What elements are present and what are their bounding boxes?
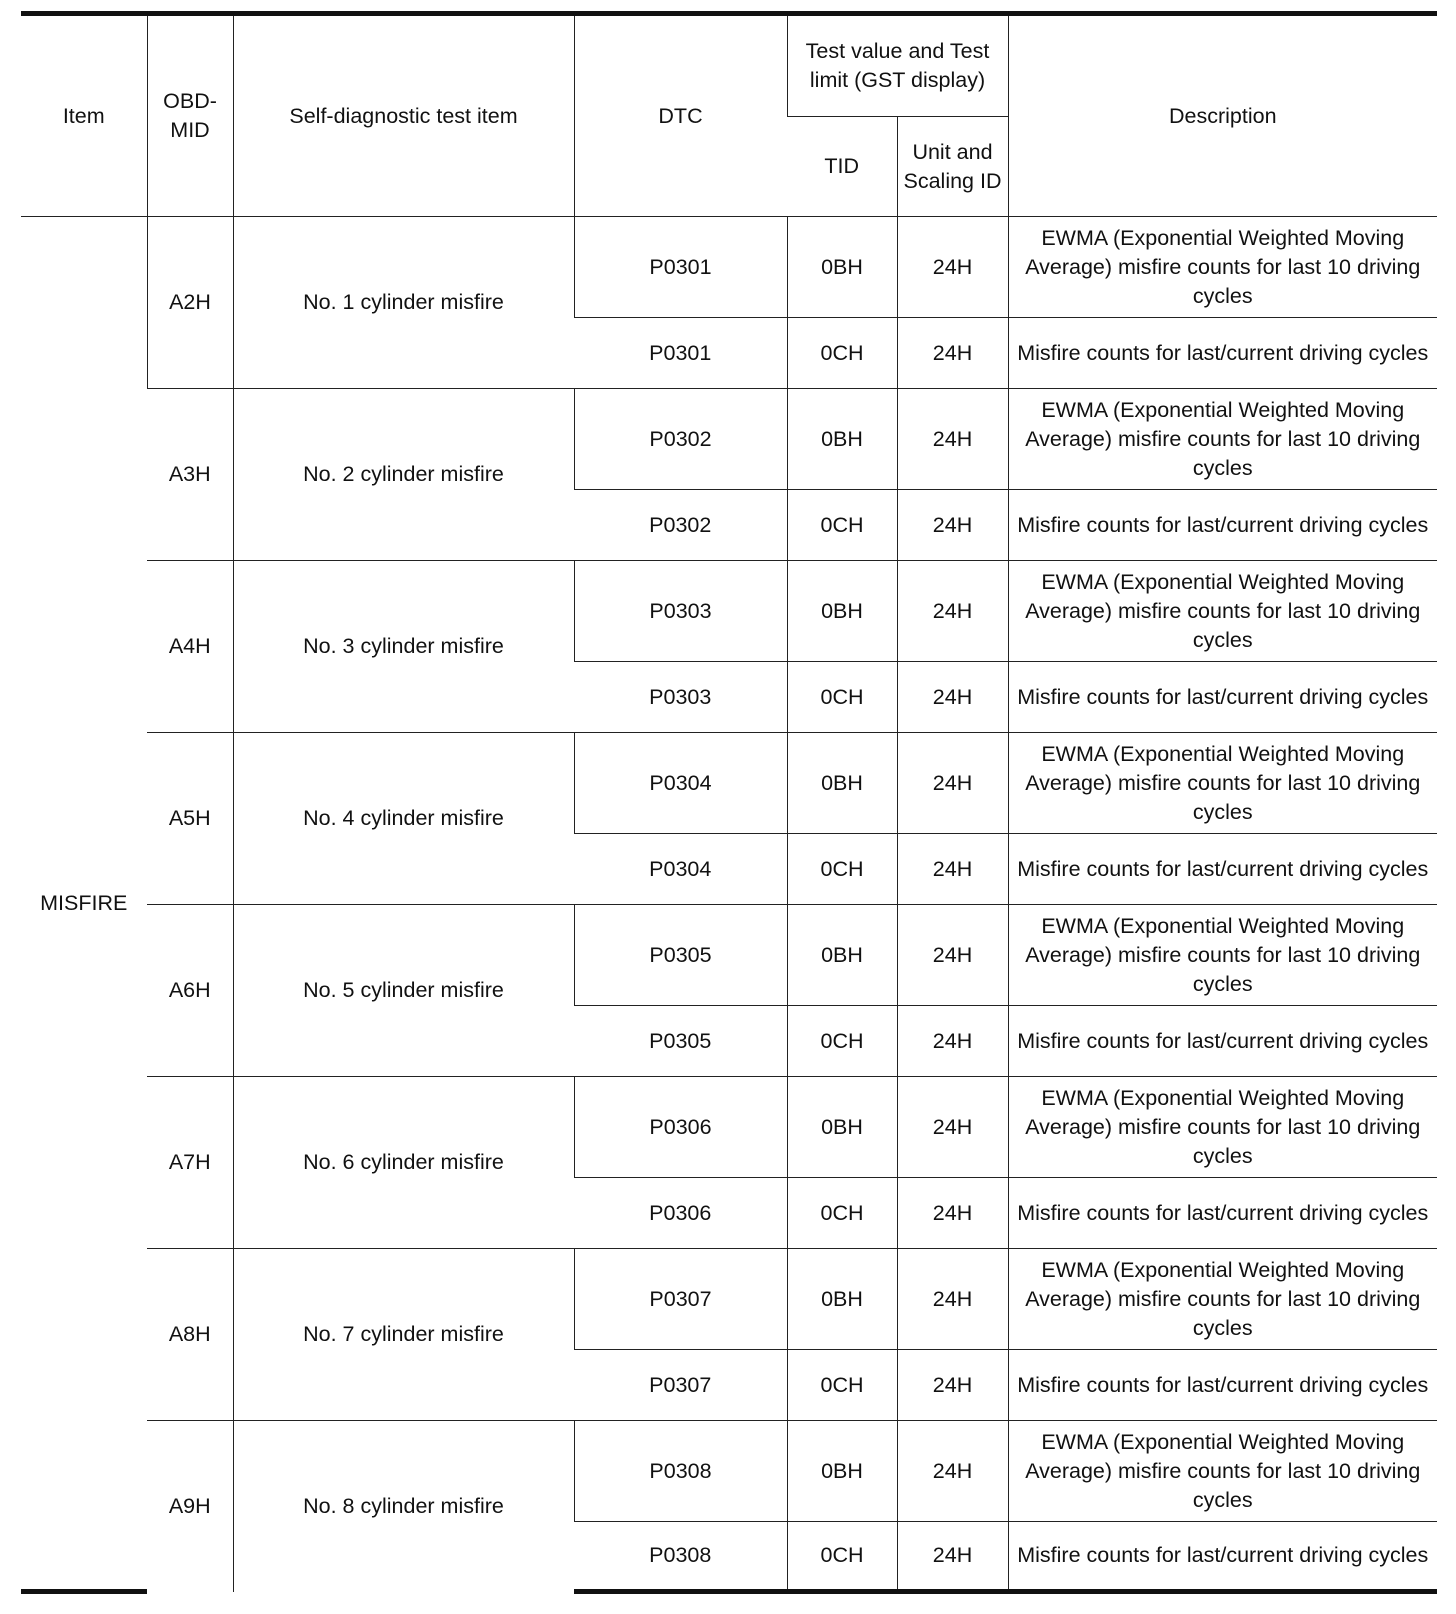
description-cell: Misfire counts for last/current driving cycles [1008,318,1437,389]
unit-scaling-cell: 24H [897,1350,1008,1421]
dtc-cell: P0302 [574,490,787,561]
description-cell: EWMA (Exponential Weighted Moving Average) misfire counts for last 10 driving cycles [1008,733,1437,834]
dtc-cell: P0306 [574,1178,787,1249]
tid-cell: 0CH [787,318,897,389]
unit-scaling-cell: 24H [897,217,1008,318]
dtc-cell: P0306 [574,1077,787,1178]
header-description: Description [1008,14,1437,217]
tid-cell: 0BH [787,561,897,662]
description-cell: Misfire counts for last/current driving cycles [1008,490,1437,561]
table-row [21,1249,1437,1350]
table-body [21,217,1437,1592]
unit-scaling-cell: 24H [897,834,1008,905]
tid-cell: 0BH [787,1249,897,1350]
dtc-cell: P0304 [574,733,787,834]
description-cell: Misfire counts for last/current driving cycles [1008,1522,1437,1592]
test-item-cell: No. 4 cylinder misfire [233,733,574,905]
table-row [21,1421,1437,1522]
unit-scaling-cell: 24H [897,1077,1008,1178]
description-cell: Misfire counts for last/current driving cycles [1008,662,1437,733]
table-row [21,561,1437,662]
description-cell: EWMA (Exponential Weighted Moving Average) misfire counts for last 10 driving cycles [1008,1421,1437,1522]
table-row [21,389,1437,490]
obd-mid-cell: A7H [147,1077,233,1249]
tid-cell: 0BH [787,905,897,1006]
test-item-cell: No. 2 cylinder misfire [233,389,574,561]
tid-cell: 0BH [787,1421,897,1522]
table-row [21,905,1437,1006]
tid-cell: 0CH [787,834,897,905]
obd-mid-cell: A4H [147,561,233,733]
unit-scaling-cell: 24H [897,490,1008,561]
tid-cell: 0BH [787,1077,897,1178]
obd-mid-cell: A3H [147,389,233,561]
dtc-cell: P0308 [574,1421,787,1522]
obd-misfire-table [21,11,1437,1594]
tid-cell: 0CH [787,490,897,561]
unit-scaling-cell: 24H [897,318,1008,389]
description-cell: EWMA (Exponential Weighted Moving Average) misfire counts for last 10 driving cycles [1008,905,1437,1006]
unit-scaling-cell: 24H [897,733,1008,834]
unit-scaling-cell: 24H [897,389,1008,490]
tid-cell: 0CH [787,662,897,733]
test-item-cell: No. 5 cylinder misfire [233,905,574,1077]
obd-mid-cell: A8H [147,1249,233,1421]
dtc-cell: P0307 [574,1350,787,1421]
dtc-cell: P0304 [574,834,787,905]
description-cell: EWMA (Exponential Weighted Moving Average) misfire counts for last 10 driving cycles [1008,1077,1437,1178]
unit-scaling-cell: 24H [897,1006,1008,1077]
dtc-cell: P0303 [574,662,787,733]
table-row [21,1077,1437,1178]
test-item-cell: No. 1 cylinder misfire [233,217,574,389]
obd-mid-cell: A5H [147,733,233,905]
unit-scaling-cell: 24H [897,905,1008,1006]
header-test-value-group: Test value and Test limit (GST display) [787,14,1008,117]
table-row [21,733,1437,834]
dtc-cell: P0305 [574,905,787,1006]
dtc-cell: P0305 [574,1006,787,1077]
description-cell: Misfire counts for last/current driving cycles [1008,1350,1437,1421]
test-item-cell: No. 8 cylinder misfire [233,1421,574,1592]
unit-scaling-cell: 24H [897,1522,1008,1592]
unit-scaling-cell: 24H [897,1249,1008,1350]
test-item-cell: No. 6 cylinder misfire [233,1077,574,1249]
obd-mid-cell: A9H [147,1421,233,1592]
header-dtc: DTC [574,14,787,217]
test-item-cell: No. 7 cylinder misfire [233,1249,574,1421]
unit-scaling-cell: 24H [897,1178,1008,1249]
dtc-cell: P0307 [574,1249,787,1350]
description-cell: Misfire counts for last/current driving cycles [1008,834,1437,905]
unit-scaling-cell: 24H [897,1421,1008,1522]
dtc-cell: P0308 [574,1522,787,1592]
dtc-cell: P0302 [574,389,787,490]
unit-scaling-cell: 24H [897,662,1008,733]
description-cell: Misfire counts for last/current driving cycles [1008,1006,1437,1077]
table-row [21,217,1437,318]
tid-cell: 0BH [787,217,897,318]
description-cell: EWMA (Exponential Weighted Moving Average) misfire counts for last 10 driving cycles [1008,217,1437,318]
description-cell: Misfire counts for last/current driving cycles [1008,1178,1437,1249]
header-tid: TID [787,117,897,217]
dtc-cell: P0301 [574,318,787,389]
test-item-cell: No. 3 cylinder misfire [233,561,574,733]
tid-cell: 0CH [787,1178,897,1249]
tid-cell: 0CH [787,1006,897,1077]
header-item: Item [21,14,147,217]
dtc-cell: P0303 [574,561,787,662]
tid-cell: 0BH [787,733,897,834]
item-cell: MISFIRE [21,217,147,1592]
header-unit-scaling: Unit and Scaling ID [897,117,1008,217]
obd-mid-cell: A6H [147,905,233,1077]
description-cell: EWMA (Exponential Weighted Moving Average) misfire counts for last 10 driving cycles [1008,1249,1437,1350]
obd-mid-cell: A2H [147,217,233,389]
dtc-cell: P0301 [574,217,787,318]
unit-scaling-cell: 24H [897,561,1008,662]
tid-cell: 0BH [787,389,897,490]
header-test-item: Self-diagnostic test item [233,14,574,217]
tid-cell: 0CH [787,1522,897,1592]
tid-cell: 0CH [787,1350,897,1421]
header-obd-mid: OBD-MID [147,14,233,217]
description-cell: EWMA (Exponential Weighted Moving Average) misfire counts for last 10 driving cycles [1008,561,1437,662]
description-cell: EWMA (Exponential Weighted Moving Average) misfire counts for last 10 driving cycles [1008,389,1437,490]
